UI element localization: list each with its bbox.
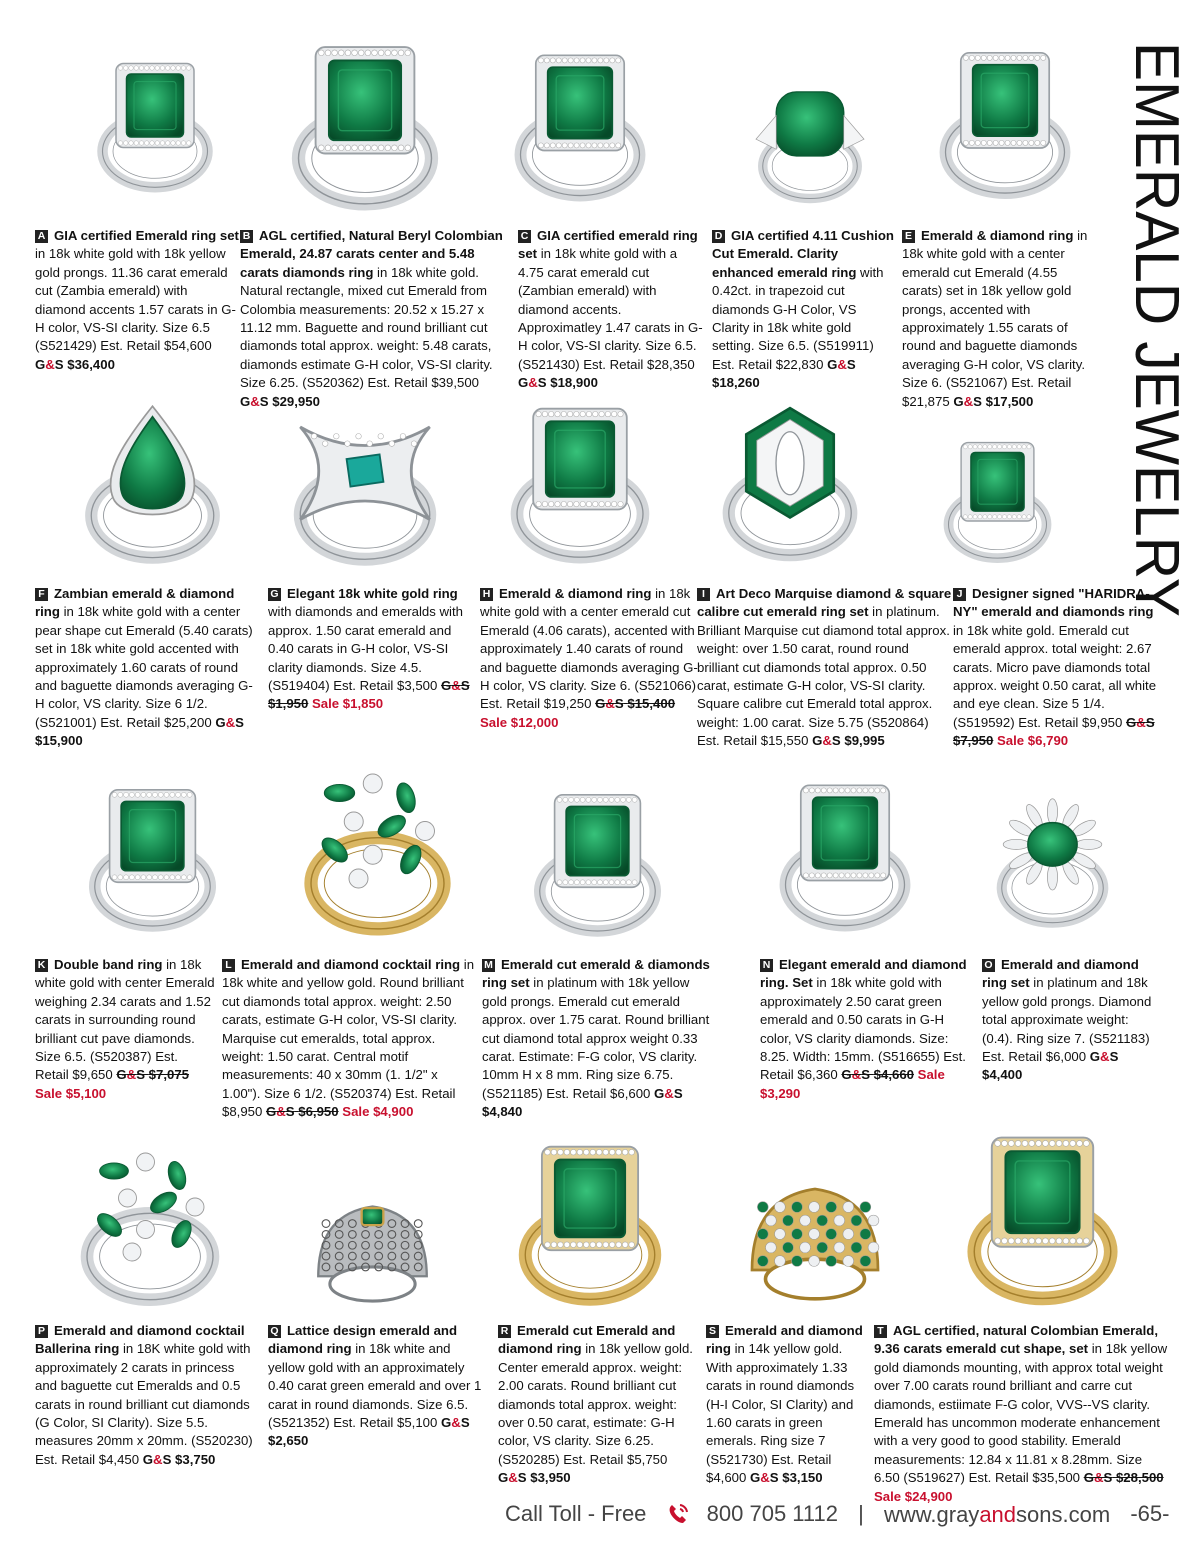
product-title: Designer signed "HARIDRA- NY" emerald and diamonds ring: [953, 586, 1154, 620]
sale-price: Sale $5,100: [35, 1085, 107, 1101]
item-letter-badge: D: [712, 230, 725, 243]
gs-logo: G&S: [654, 1085, 683, 1101]
gs-price: $18,900: [550, 375, 598, 391]
gs-logo: G&S: [827, 356, 856, 372]
product-details: in 18k white gold with a center emerald cut Emerald (4.55 carats) set in 18k yellow gold prongs, accented with approximately 1.55 carats of round and baguette diamonds averaging G-H color, VS clarity. Size 6. (S521067) Est. Retail $21,875: [902, 228, 1088, 409]
item-letter-badge: R: [498, 1325, 511, 1338]
gs-logo: G&S: [1126, 714, 1155, 730]
product-details: in 18k white and yellow gold with an approximately 0.40 carat green emerald and over 1 carat in round diamonds. Size 6.5. (S521352) Est. Retail $5,100: [268, 1341, 482, 1431]
gs-logo: G&S: [142, 1451, 172, 1467]
original-price: $4,660: [873, 1067, 914, 1083]
gs-logo: G&S: [750, 1470, 779, 1486]
product-description-j: [953, 585, 1158, 751]
ring-photo-a: [80, 30, 230, 220]
sale-price: Sale $3,290: [760, 1067, 945, 1101]
product-title: Zambian emerald & diamond ring: [35, 586, 235, 620]
ring-photo-t: [930, 1120, 1155, 1315]
product-description-o: [982, 956, 1157, 1085]
original-price: $7,950: [953, 733, 994, 749]
product-title: Emerald and diamond cocktail ring: [241, 957, 461, 972]
sale-price: Sale $24,900: [874, 1488, 953, 1504]
gs-price: $36,400: [67, 356, 115, 372]
item-letter-badge: S: [706, 1325, 719, 1338]
product-title: Elegant 18k white gold ring: [287, 586, 458, 601]
product-details: in 18k yellow gold diamonds mounting, with approx total weight over 7.00 carats round brilliant and carre cut diamonds, estiimate F-G color, VVS--VS clarity. Emerald has uncommon moderate enhancement with a very good to good stability. Emerald measurements: 12.84 x 11.81 x 8.28mm. Size 6.50 (S519627) Est. Retail $35,500: [874, 1341, 1168, 1486]
gs-price: $18,260: [712, 375, 760, 391]
item-letter-badge: L: [222, 959, 235, 972]
product-title: GIA certified emerald ring set: [518, 228, 698, 262]
gs-price: $29,950: [272, 393, 320, 409]
product-description-k: [35, 956, 215, 1103]
original-price: $28,500: [1115, 1470, 1164, 1486]
product-title: Emerald cut emerald & diamonds ring set: [482, 957, 710, 991]
item-letter-badge: C: [518, 230, 531, 243]
gs-logo: G&S: [1083, 1470, 1113, 1486]
item-letter-badge: P: [35, 1325, 48, 1338]
product-title: Art Deco Marquise diamond & square calibre cut emerald ring set: [697, 586, 952, 620]
product-details: in 18k white gold with center Emerald weighing 2.34 carats and 1.52 carats in surrounding round brilliant cut pave diamonds. Size 6.5. (S520387) Est. Retail $9,650: [35, 957, 215, 1083]
page-number: -65-: [1130, 1501, 1170, 1527]
item-letter-badge: B: [240, 230, 253, 243]
product-details: with diamonds and emeralds with approx. 1.50 carat emerald and 0.40 carats in G-H color, VS-SI clarity diamonds. Size 4.5. (S519404) Est. Retail $3,500: [268, 604, 463, 694]
product-title: AGL certified, natural Colombian Emerald, 9.36 carats emerald cut shape, set: [874, 1323, 1159, 1357]
gs-price: $17,500: [985, 393, 1034, 409]
gs-price: $3,950: [530, 1470, 571, 1486]
product-details: in platinum and 18k yellow gold prongs. Diamond total approximate weight: (0.4). Ring size 7. (S521183) Est. Retail $6,000: [982, 975, 1152, 1065]
product-description-d: [712, 227, 897, 393]
product-description-r: [498, 1322, 698, 1488]
product-title: Emerald and diamond ring set: [982, 957, 1139, 991]
sale-price: Sale $1,850: [312, 696, 384, 712]
product-description-e: [902, 227, 1097, 411]
gs-logo: G&S: [35, 356, 64, 372]
product-title: GIA certified Emerald ring set: [54, 228, 239, 243]
product-description-m: [482, 956, 717, 1122]
item-letter-badge: K: [35, 959, 48, 972]
gs-logo: G&S: [215, 714, 244, 730]
product-title: GIA certified 4.11 Cushion Cut Emerald. Clarity enhanced emerald ring: [712, 228, 894, 280]
gs-logo: G&S: [953, 393, 982, 409]
ring-photo-c: [495, 30, 665, 220]
gs-logo: G&S: [441, 678, 470, 694]
item-letter-badge: A: [35, 230, 48, 243]
item-letter-badge: O: [982, 959, 995, 972]
product-details: in platinum. Brilliant Marquise cut diamond total approx. weight: over 1.50 carat, round round brilliant cut diamonds total approx. 0.50 carat, estimate G-H color, VS-SI clarity. Square calibre cut Emerald total approx. weight: 1.00 carat. Size 5.75 (S520864) Est. Retail $15,550: [697, 604, 950, 749]
product-title: Double band ring: [54, 957, 163, 972]
product-description-g: [268, 585, 478, 714]
call-label: Call Toll - Free: [505, 1501, 647, 1527]
ring-photo-q: [285, 1160, 460, 1315]
ring-photo-r: [490, 1130, 690, 1315]
item-letter-badge: N: [760, 959, 773, 972]
product-title: Emerald & diamond ring: [499, 586, 652, 601]
product-description-h: [480, 585, 700, 732]
ring-photo-p: [55, 1135, 245, 1315]
gs-logo: G&S: [1089, 1049, 1119, 1065]
item-letter-badge: T: [874, 1325, 887, 1338]
gs-logo: G&S: [240, 393, 269, 409]
gs-logo: G&S: [812, 733, 841, 749]
footer-separator: |: [858, 1501, 864, 1527]
product-description-l: [222, 956, 477, 1122]
ring-photo-e: [920, 35, 1090, 210]
product-title: Lattice design emerald and diamond ring: [268, 1323, 458, 1357]
ring-photo-b: [270, 30, 460, 220]
gs-logo: G&S: [498, 1470, 527, 1486]
product-details: in 18k white gold with a 4.75 carat emerald cut (Zambian emerald) with diamond accents. Approximatley 1.47 carats in G-H color, VS-SI clarity. Size 6.5. (S521430) Est. Retail $28,350: [518, 246, 703, 372]
ring-photo-d: [720, 75, 900, 210]
gs-price: $2,650: [268, 1433, 309, 1449]
gs-price: $4,840: [482, 1104, 523, 1120]
product-details: in 18k white gold. Emerald cut emerald approx. total weight: 2.67 carats. Micro pave diamonds total approx. weight 0.50 carat, all white and eye clean. Size 5 1/4. (S519592) Est. Retail $9,950: [953, 622, 1157, 730]
original-price: $7,075: [148, 1067, 189, 1083]
ring-photo-n: [760, 770, 930, 940]
gs-logo: G&S: [518, 375, 547, 391]
ring-photo-j: [910, 430, 1085, 570]
product-title: AGL certified, Natural Beryl Colombian Emerald, 24.87 carats center and 5.48 carats diamonds ring: [240, 228, 503, 280]
gs-logo: G&S: [595, 696, 624, 712]
original-price: $15,400: [627, 696, 676, 712]
ring-photo-g: [270, 390, 460, 575]
item-letter-badge: Q: [268, 1325, 281, 1338]
ring-photo-f: [65, 395, 240, 575]
product-details: in 18k white gold with a center emerald cut Emerald (4.06 carats), accented with approximately 1.40 carats of round and baguette diamonds averaging G-H color, VS clarity. Size 6. (S521066) Est. Retail $19,250: [480, 586, 698, 712]
product-details: in 18k white and yellow gold. Round brilliant cut diamonds total approx. weight: 2.50 carats, estimate G-H color, VS-SI clarity. Marquise cut emeralds, total approx. weight: 1.50 carat. Central motif measurements: 40 x 30mm (1. 1/2" x 1.00"). Size 6 1/2. (S520374) Est. Retail $8,950: [222, 957, 475, 1120]
gs-price: $9,995: [844, 733, 885, 749]
product-title: Emerald and diamond cocktail Ballerina ring: [35, 1323, 245, 1357]
gs-logo: G&S: [116, 1067, 145, 1083]
product-title: Emerald cut Emerald and diamond ring: [498, 1323, 676, 1357]
ring-photo-m: [490, 780, 705, 945]
product-details: in 18k white gold with 18k yellow gold prongs. 11.36 carat emerald cut (Zambia emerald) with diamond accents 1.57 carats in G-H color, VS-SI clarity. Size 6.5 (S521429) Est. Retail $54,600: [35, 246, 236, 354]
website-link[interactable]: www.grayandsons.com: [883, 1501, 1111, 1527]
item-letter-badge: E: [902, 230, 915, 243]
sale-price: Sale $12,000: [480, 714, 559, 730]
ring-photo-i: [700, 395, 880, 570]
item-letter-badge: F: [35, 588, 48, 601]
product-details: in platinum with 18k yellow gold prongs. Emerald cut emerald approx. over 1.75 carat. Round brilliant cut diamond total approx weight 0.33 carat. Estimate: F-G color, VS clarity. 10mm H x 8 mm. Ring size 6.75. (S521185) Est. Retail $6,600: [482, 975, 710, 1101]
product-description-s: [706, 1322, 871, 1488]
product-description-c: [518, 227, 703, 393]
product-description-b: [240, 227, 510, 411]
sale-price: Sale $6,790: [997, 733, 1069, 749]
gs-logo: G&S: [266, 1104, 295, 1120]
phone-icon: [665, 1501, 691, 1527]
gs-price: $3,150: [782, 1470, 823, 1486]
gs-price: $3,750: [175, 1451, 216, 1467]
sale-price: Sale $4,900: [342, 1104, 414, 1120]
ring-photo-s: [720, 1135, 910, 1315]
product-details: with 0.42ct. in trapezoid cut diamonds G-H Color, VS Clarity in 18k white gold setting. Size 6.5. (S519911) Est. Retail $22,830: [712, 264, 884, 372]
product-details: in 18k white gold with a center pear shape cut Emerald (5.40 carats) set in 18k white gold accented with approximately 1.60 carats of round and baguette diamonds averaging G-H color, VS clarity. Size 6 1/2. (S521001) Est. Retail $25,200: [35, 604, 253, 730]
original-price: $6,950: [298, 1104, 339, 1120]
product-details: in 18k white gold. Natural rectangle, mixed cut Emerald from Colombia measurements: 20.52 x 15.27 x 11.12 mm. Baguette and round brilliant cut diamonds total approx. weight: 5.48 carats, diamonds estimate G-H color, VS-SI clarity. Size 6.25. (S520362) Est. Retail $39,500: [240, 264, 493, 391]
product-description-t: [874, 1322, 1169, 1506]
ring-photo-k: [65, 775, 240, 940]
ring-photo-h: [490, 390, 670, 575]
item-letter-badge: H: [480, 588, 493, 601]
footer: [505, 1500, 1195, 1536]
ring-photo-l: [265, 755, 490, 945]
product-details: in 18k yellow gold. Center emerald approx. weight: 2.00 carats. Round brilliant cut diamonds total approx. weight: over 0.50 carat, estimate: G-H color, VS clarity. Size 6.25. (S520285) Est. Retail $5,750: [498, 1341, 693, 1467]
phone-number[interactable]: 800 705 1112: [706, 1501, 838, 1527]
product-description-i: [697, 585, 952, 751]
page-title: [1098, 30, 1198, 630]
product-title: Emerald & diamond ring: [921, 228, 1074, 243]
item-letter-badge: I: [697, 588, 710, 601]
product-title: Emerald and diamond ring: [706, 1323, 863, 1357]
original-price: $1,950: [268, 696, 309, 712]
gs-logo: G&S: [841, 1067, 870, 1083]
ring-photo-o: [955, 790, 1150, 935]
product-details: in 14k yellow gold. With approximately 1.33 carats in round diamonds (H-I Color, SI Clarity) and 1.60 carats in green emerals. Ring size 7 (S521730) Est. Retail $4,600: [706, 1341, 855, 1486]
gs-price: $15,900: [35, 733, 83, 749]
product-description-p: [35, 1322, 255, 1469]
page-title-text: EMERALD JEWELRY: [1122, 42, 1191, 630]
gs-price: $4,400: [982, 1067, 1023, 1083]
product-description-a: [35, 227, 240, 374]
item-letter-badge: J: [953, 588, 966, 601]
product-details: in 18k white gold with approximately 2.50 carat green emerald and 0.50 carats in G-H color, VS clarity diamonds. Size: 8.25. Width: 15mm. (S516655) Est. Retail $6,360: [760, 975, 966, 1083]
product-description-q: [268, 1322, 488, 1451]
item-letter-badge: G: [268, 588, 281, 601]
product-title: Elegant emerald and diamond ring. Set: [760, 957, 967, 991]
product-description-n: [760, 956, 975, 1103]
item-letter-badge: M: [482, 959, 495, 972]
product-details: in 18K white gold with approximately 2 carats in princess and baguette cut Emeralds and 0.5 carats in round brilliant cut diamonds (G Color, SI Clarity). Size 5.5. measures 20mm x 20mm. (S520230) Est. Retail $4,450: [35, 1341, 253, 1467]
product-description-f: [35, 585, 260, 751]
gs-logo: G&S: [441, 1415, 470, 1431]
